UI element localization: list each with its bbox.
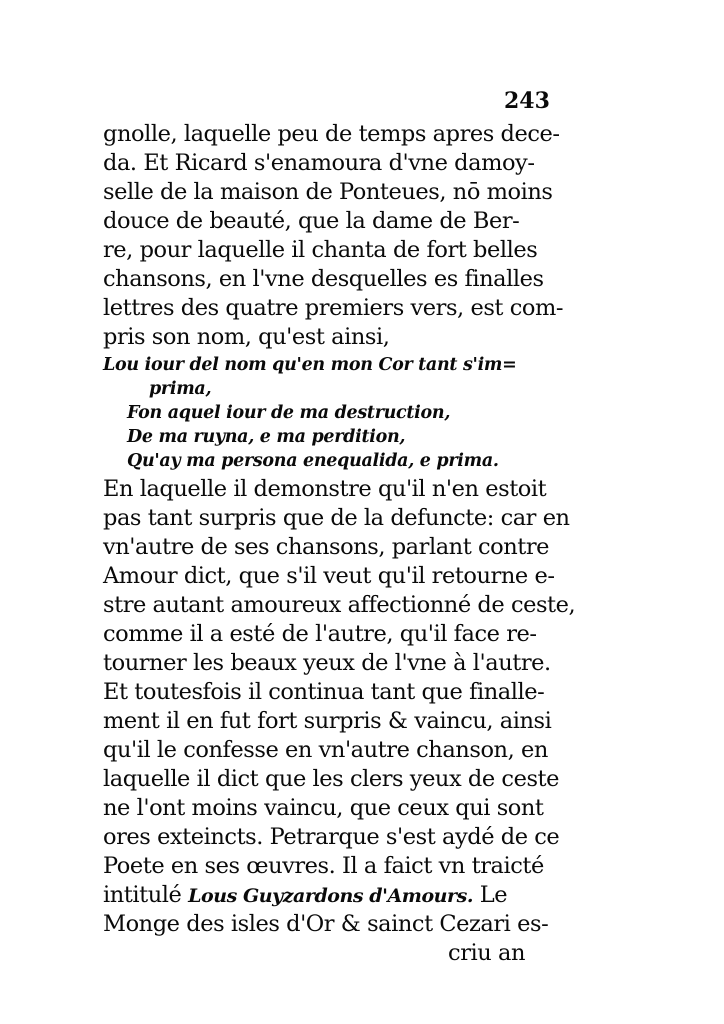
text-line: ment il en fut fort surpris & vaincu, ainsi	[103, 708, 552, 734]
text-line: chansons, en l'vne desquelles es finalles	[103, 266, 544, 292]
text-line: pris son nom, qu'est ainsi,	[103, 324, 390, 350]
text-line: Et toutesfois il continua tant que finalle-	[103, 679, 545, 705]
text-line: ne l'ont moins vaincu, que ceux qui sont	[103, 795, 544, 821]
text-line: gnolle, laquelle peu de temps apres dece-	[103, 121, 560, 147]
catchword: criu an	[448, 940, 525, 966]
body-text	[103, 120, 576, 968]
text-line-with-title	[103, 881, 533, 910]
title-line-prefix: intitulé	[103, 882, 182, 908]
verse-line: prima,	[149, 379, 212, 399]
text-line: vn'autre de ses chansons, parlant contre	[103, 534, 550, 560]
verse-line: De ma ruyna, e ma perdition,	[127, 427, 406, 447]
text-line: ores exteincts. Petrarque s'est aydé de ce	[103, 824, 560, 850]
text-line: qu'il le confesse en vn'autre chanson, en	[103, 737, 548, 763]
text-line: comme il a esté de l'autre, qu'il face re-	[103, 621, 537, 647]
verse-line: Qu'ay ma persona enequalida, e prima.	[127, 451, 499, 471]
page-number: 243	[504, 88, 550, 114]
text-line: tourner les beaux yeux de l'vne à l'autre.	[103, 650, 551, 676]
text-line: selle de la maison de Ponteues, nō moins	[103, 179, 553, 205]
work-title: Lous Guyzardons d'Amours.	[188, 885, 474, 907]
verse-line: Lou iour del nom qu'en mon Cor tant s'im=	[103, 355, 517, 375]
verse-line: Fon aquel iour de ma destruction,	[127, 403, 451, 423]
text-line: En laquelle il demonstre qu'il n'en estoit	[103, 476, 547, 502]
text-line: stre autant amoureux affectionné de ceste,	[103, 592, 576, 618]
text-line: laquelle il dict que les clers yeux de ceste	[103, 766, 560, 792]
text-line: lettres des quatre premiers vers, est com-	[103, 295, 564, 321]
text-line: da. Et Ricard s'enamoura d'vne damoy-	[103, 150, 535, 176]
text-line: douce de beauté, que la dame de Ber-	[103, 208, 520, 234]
text-line: Amour dict, que s'il veut qu'il retourne e-	[103, 563, 555, 589]
text-line: Monge des isles d'Or & sainct Cezari es-	[103, 911, 549, 937]
title-line-suffix: Le	[479, 882, 508, 908]
text-line: Poete en ses œuvres. Il a faict vn traicté	[103, 853, 544, 879]
text-line: re, pour laquelle il chanta de fort belles	[103, 237, 538, 263]
text-line: pas tant surpris que de la defuncte: car en	[103, 505, 570, 531]
